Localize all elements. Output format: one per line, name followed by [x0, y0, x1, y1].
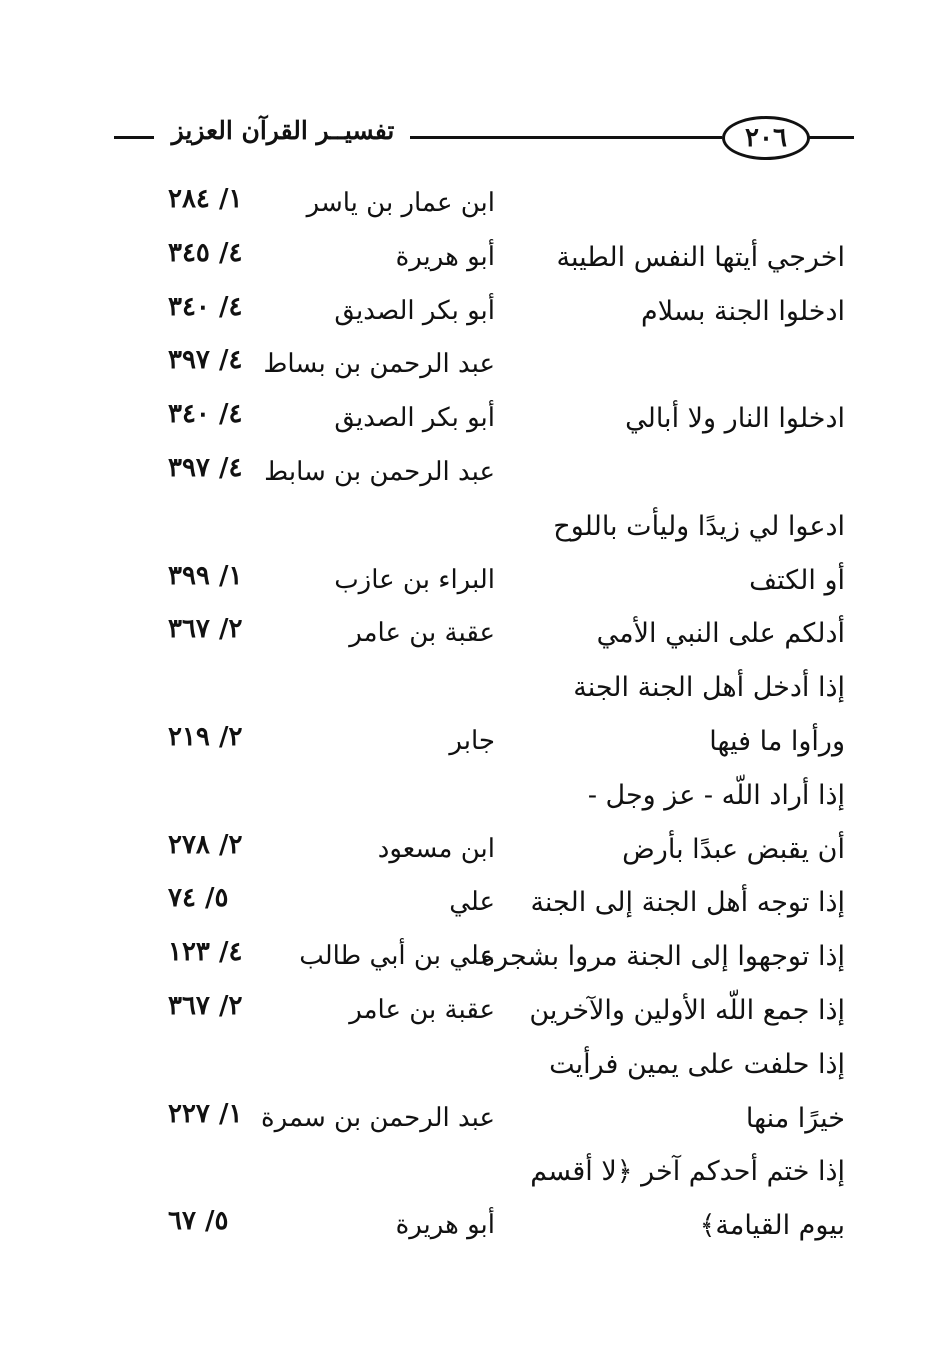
narrator-name: عبد الرحمن بن سمرة [261, 1102, 495, 1133]
index-row [0, 933, 937, 987]
narrator-name: أبو هريرة [395, 241, 495, 272]
hadith-text: إذا ختم أحدكم آخر ﴿لا أقسم [530, 1156, 845, 1188]
narrator-name: ابن عمار بن ياسر [306, 188, 495, 218]
hadith-text: إذا أراد اللّه - عز وجل - [587, 779, 845, 811]
index-row [0, 879, 937, 933]
header-rule [114, 136, 154, 139]
volume-page-reference: ٥/ ٦٧ [168, 1206, 229, 1237]
narrator-name: عبد الرحمن بن سابط [264, 456, 495, 487]
hadith-text: بيوم القيامة﴾ [699, 1210, 845, 1242]
volume-page-reference: ٤/ ٣٤٠ [168, 399, 243, 430]
volume-page-reference: ١/ ٢٨٤ [168, 184, 243, 214]
volume-page-reference: ٢/ ٣٦٧ [168, 614, 243, 645]
volume-page-reference: ٤/ ٣٤٥ [168, 237, 243, 268]
header-rule [410, 136, 722, 139]
hadith-text: إذا توجه أهل الجنة إلى الجنة [530, 887, 845, 919]
volume-page-reference: ١/ ٢٢٧ [168, 1098, 243, 1129]
hadith-text: ادعوا لي زيدًا وليأت باللوح [553, 510, 845, 542]
volume-page-reference: ٤/ ٣٤٠ [168, 291, 243, 322]
volume-page-reference: ٤/ ٣٩٧ [168, 345, 243, 376]
index-row [0, 1202, 937, 1256]
volume-page-reference: ٢/ ٢٧٨ [168, 829, 243, 860]
header-rule [808, 136, 854, 139]
index-row [0, 1148, 937, 1202]
index-row [0, 341, 937, 395]
narrator-name: ابن مسعود [377, 833, 495, 864]
index-row [0, 772, 937, 826]
index-row [0, 610, 937, 664]
index-row [0, 180, 937, 234]
volume-page-reference: ٤/ ١٢٣ [168, 937, 243, 968]
index-row [0, 826, 937, 880]
volume-page-reference: ٥/ ٧٤ [168, 883, 229, 914]
narrator-name: عقبة بن عامر [349, 994, 495, 1025]
index-row [0, 1041, 937, 1095]
index-row [0, 987, 937, 1041]
narrator-name: أبو بكر الصديق [334, 295, 495, 326]
index-row [0, 718, 937, 772]
index-row [0, 395, 937, 449]
book-title: تفسيــر القرآن العزيز [171, 116, 395, 145]
narrator-name: جابر [449, 725, 495, 756]
hadith-text: أو الكتف [749, 564, 845, 596]
index-row [0, 664, 937, 718]
hadith-text: إذا حلفت على يمين فرأيت [549, 1048, 845, 1080]
hadith-text: اخرجي أيتها النفس الطيبة [556, 241, 845, 273]
volume-page-reference: ٤/ ٣٩٧ [168, 452, 243, 483]
index-row [0, 557, 937, 611]
hadith-text: إذا جمع اللّه الأولين والآخرين [529, 994, 845, 1026]
narrator-name: علي [449, 887, 495, 918]
hadith-text: إذا توجهوا إلى الجنة مروا بشجرة [481, 941, 845, 973]
index-list [0, 180, 937, 1256]
volume-page-reference: ٢/ ٣٦٧ [168, 990, 243, 1021]
hadith-text: إذا أدخل أهل الجنة الجنة [573, 672, 845, 704]
narrator-name: عبد الرحمن بن بساط [263, 349, 495, 380]
index-row [0, 449, 937, 503]
volume-page-reference: ١/ ٣٩٩ [168, 560, 243, 591]
hadith-text: خيرًا منها [745, 1102, 845, 1134]
hadith-text: ورأوا ما فيها [709, 725, 845, 757]
page-number: ٢٠٦ [722, 116, 810, 160]
page-header [0, 0, 937, 180]
narrator-name: علي بن أبي طالب [299, 941, 495, 972]
hadith-text: ادخلوا الجنة بسلام [641, 295, 845, 327]
narrator-name: أبو بكر الصديق [334, 403, 495, 434]
narrator-name: عقبة بن عامر [349, 618, 495, 649]
volume-page-reference: ٢/ ٢١٩ [168, 721, 243, 752]
narrator-name: أبو هريرة [395, 1210, 495, 1241]
index-row [0, 503, 937, 557]
hadith-text: أن يقبض عبدًا بأرض [622, 833, 845, 865]
narrator-name: البراء بن عازب [334, 564, 495, 595]
index-row [0, 234, 937, 288]
hadith-text: ادخلوا النار ولا أبالي [625, 403, 845, 435]
hadith-text: أدلكم على النبي الأمي [596, 618, 845, 650]
index-row [0, 1095, 937, 1149]
index-row [0, 288, 937, 342]
